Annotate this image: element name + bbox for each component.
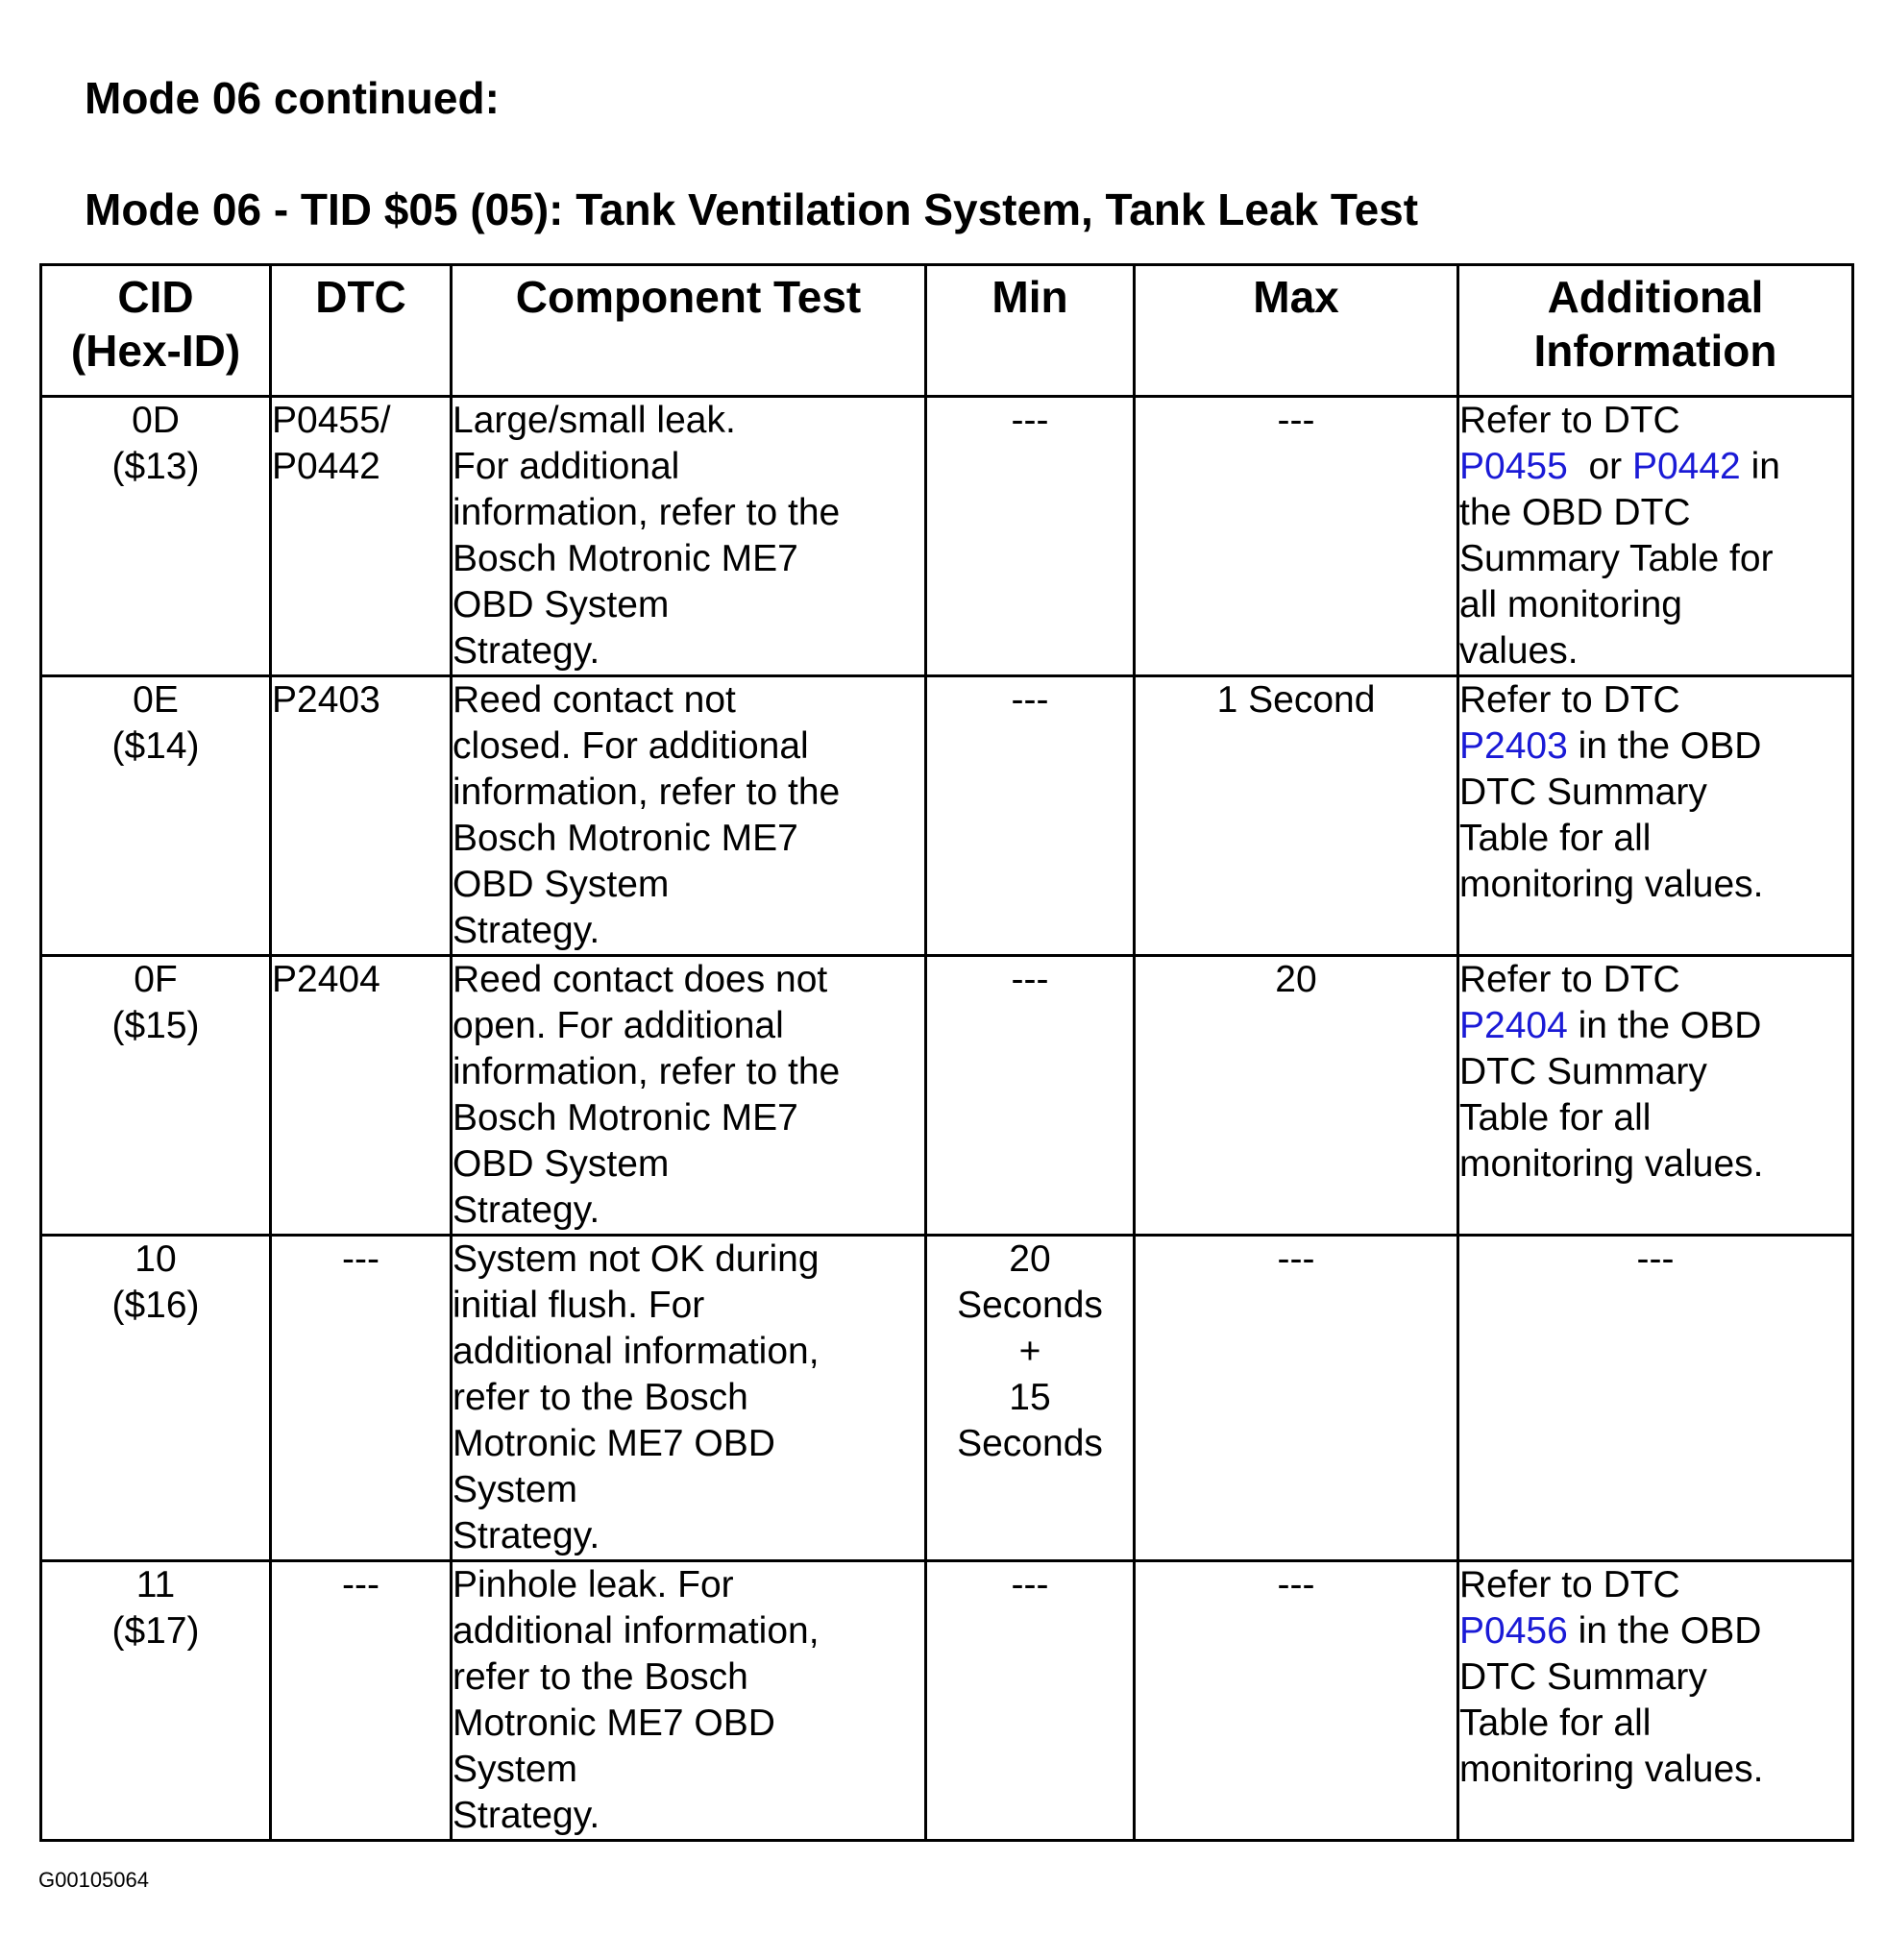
table-row — [41, 397, 1853, 676]
cell-max: --- — [1135, 1236, 1458, 1561]
min-line: 15 — [1009, 1377, 1051, 1418]
header-additional-line1: Additional — [1547, 272, 1764, 322]
component-test-line: Motronic ME7 OBD — [453, 1703, 775, 1744]
hex-value: ($15) — [111, 1005, 200, 1046]
info-line — [1459, 723, 1851, 770]
cell-component-test — [452, 676, 926, 956]
component-test-line: initial flush. For — [453, 1285, 705, 1326]
cell-cid — [41, 1236, 271, 1561]
info-line: DTC Summary — [1459, 1051, 1707, 1092]
info-text: in the OBD — [1567, 1610, 1762, 1652]
info-line: values. — [1459, 630, 1579, 672]
component-test-line: information, refer to the — [453, 772, 841, 813]
table-row — [41, 956, 1853, 1236]
cid-value: 0E — [133, 679, 179, 721]
cell-cid — [41, 676, 271, 956]
cell-additional-info — [1458, 956, 1853, 1236]
component-test-line: System — [453, 1749, 578, 1790]
header-additional-line2: Information — [1533, 326, 1777, 376]
component-test-line: Strategy. — [453, 1795, 600, 1836]
min-line: 20 — [1009, 1238, 1051, 1280]
info-line: Table for all — [1459, 818, 1652, 859]
header-additional-info — [1458, 265, 1853, 397]
component-test-line: System — [453, 1469, 578, 1510]
header-cid-sub: (Hex-ID) — [70, 326, 241, 376]
hex-value: ($13) — [111, 446, 200, 487]
dtc-value: P0442 — [272, 446, 380, 487]
component-test-line: Bosch Motronic ME7 — [453, 538, 798, 579]
info-line: Refer to DTC — [1459, 679, 1680, 721]
cell-component-test — [452, 1236, 926, 1561]
cell-component-test — [452, 1561, 926, 1841]
info-line — [1459, 1608, 1851, 1654]
cell-max: 1 Second — [1135, 676, 1458, 956]
cell-max: --- — [1135, 397, 1458, 676]
dtc-link-p0442[interactable]: P0442 — [1631, 446, 1741, 487]
cid-value: 11 — [135, 1564, 176, 1605]
header-max: Max — [1135, 265, 1458, 397]
component-test-line: Strategy. — [453, 910, 600, 951]
info-line: Refer to DTC — [1459, 1564, 1680, 1605]
info-line: DTC Summary — [1459, 1656, 1707, 1698]
component-test-line: additional information, — [453, 1331, 820, 1372]
hex-value: ($17) — [111, 1610, 200, 1652]
cell-dtc — [271, 397, 452, 676]
cell-additional-info: --- — [1458, 1236, 1853, 1561]
info-line: Table for all — [1459, 1097, 1652, 1139]
cell-additional-info — [1458, 1561, 1853, 1841]
cell-additional-info — [1458, 676, 1853, 956]
cell-cid — [41, 956, 271, 1236]
component-test-line: OBD System — [453, 584, 670, 625]
cell-component-test — [452, 956, 926, 1236]
info-line — [1459, 444, 1851, 490]
cell-max: --- — [1135, 1561, 1458, 1841]
header-cid-label: CID — [117, 272, 194, 322]
min-line: Seconds — [957, 1285, 1103, 1326]
component-test-line: Motronic ME7 OBD — [453, 1423, 775, 1464]
cell-dtc: P2403 — [271, 676, 452, 956]
info-text: in the OBD — [1567, 1005, 1762, 1046]
hex-value: ($14) — [111, 725, 200, 767]
component-test-line: Strategy. — [453, 630, 600, 672]
cell-cid — [41, 397, 271, 676]
cell-additional-info — [1458, 397, 1853, 676]
info-line: Refer to DTC — [1459, 959, 1680, 1000]
component-test-line: Bosch Motronic ME7 — [453, 1097, 798, 1139]
mode06-table — [39, 263, 1854, 1842]
component-test-line: information, refer to the — [453, 1051, 841, 1092]
component-test-line: information, refer to the — [453, 492, 841, 533]
component-test-line: System not OK during — [453, 1238, 820, 1280]
component-test-line: Large/small leak. — [453, 400, 736, 441]
hex-value: ($16) — [111, 1285, 200, 1326]
component-test-line: Reed contact does not — [453, 959, 828, 1000]
cell-dtc: --- — [271, 1236, 452, 1561]
table-row — [41, 1561, 1853, 1841]
cell-min: --- — [926, 956, 1135, 1236]
table-row — [41, 1236, 1853, 1561]
info-line: monitoring values. — [1459, 1749, 1764, 1790]
cell-min — [926, 1236, 1135, 1561]
cell-component-test — [452, 397, 926, 676]
cell-min: --- — [926, 676, 1135, 956]
header-min: Min — [926, 265, 1135, 397]
min-line: Seconds — [957, 1423, 1103, 1464]
component-test-line: OBD System — [453, 864, 670, 905]
component-test-line: additional information, — [453, 1610, 820, 1652]
info-line: DTC Summary — [1459, 772, 1707, 813]
cell-dtc: P2404 — [271, 956, 452, 1236]
component-test-line: Reed contact not — [453, 679, 736, 721]
info-line — [1459, 1003, 1851, 1049]
figure-id: G00105064 — [38, 1868, 149, 1892]
cid-value: 10 — [135, 1238, 177, 1280]
info-line: all monitoring — [1459, 584, 1682, 625]
cell-dtc: --- — [271, 1561, 452, 1841]
header-cid — [41, 265, 271, 397]
page-title: Mode 06 - TID $05 (05): Tank Ventilation System, Tank Leak Test — [85, 184, 1419, 234]
info-text: in the OBD — [1567, 725, 1762, 767]
info-line: Summary Table for — [1459, 538, 1774, 579]
component-test-line: refer to the Bosch — [453, 1656, 748, 1698]
dtc-link-p0456[interactable]: P0456 — [1459, 1610, 1568, 1652]
component-test-line: closed. For additional — [453, 725, 809, 767]
info-text: or — [1567, 446, 1632, 487]
cell-min: --- — [926, 1561, 1135, 1841]
component-test-line: Strategy. — [453, 1189, 600, 1231]
info-text: in — [1740, 446, 1780, 487]
section-heading: Mode 06 continued: — [85, 73, 500, 123]
min-line: + — [1018, 1331, 1041, 1372]
cell-min: --- — [926, 397, 1135, 676]
component-test-line: OBD System — [453, 1143, 670, 1185]
cell-max: 20 — [1135, 956, 1458, 1236]
info-line: the OBD DTC — [1459, 492, 1691, 533]
info-line: Table for all — [1459, 1703, 1652, 1744]
cell-cid — [41, 1561, 271, 1841]
component-test-line: For additional — [453, 446, 680, 487]
dtc-link-p2404[interactable]: P2404 — [1459, 1005, 1568, 1046]
info-line: monitoring values. — [1459, 864, 1764, 905]
table-header-row — [41, 265, 1853, 397]
dtc-value: P0455/ — [272, 400, 391, 441]
dtc-link-p2403[interactable]: P2403 — [1459, 725, 1568, 767]
table-row — [41, 676, 1853, 956]
info-line: monitoring values. — [1459, 1143, 1764, 1185]
header-component-test: Component Test — [452, 265, 926, 397]
cid-value: 0D — [132, 400, 180, 441]
dtc-link-p0455[interactable]: P0455 — [1459, 446, 1568, 487]
cid-value: 0F — [134, 959, 178, 1000]
component-test-line: Pinhole leak. For — [453, 1564, 734, 1605]
component-test-line: Bosch Motronic ME7 — [453, 818, 798, 859]
component-test-line: refer to the Bosch — [453, 1377, 748, 1418]
component-test-line: open. For additional — [453, 1005, 784, 1046]
component-test-line: Strategy. — [453, 1515, 600, 1556]
info-line: Refer to DTC — [1459, 400, 1680, 441]
header-dtc: DTC — [271, 265, 452, 397]
